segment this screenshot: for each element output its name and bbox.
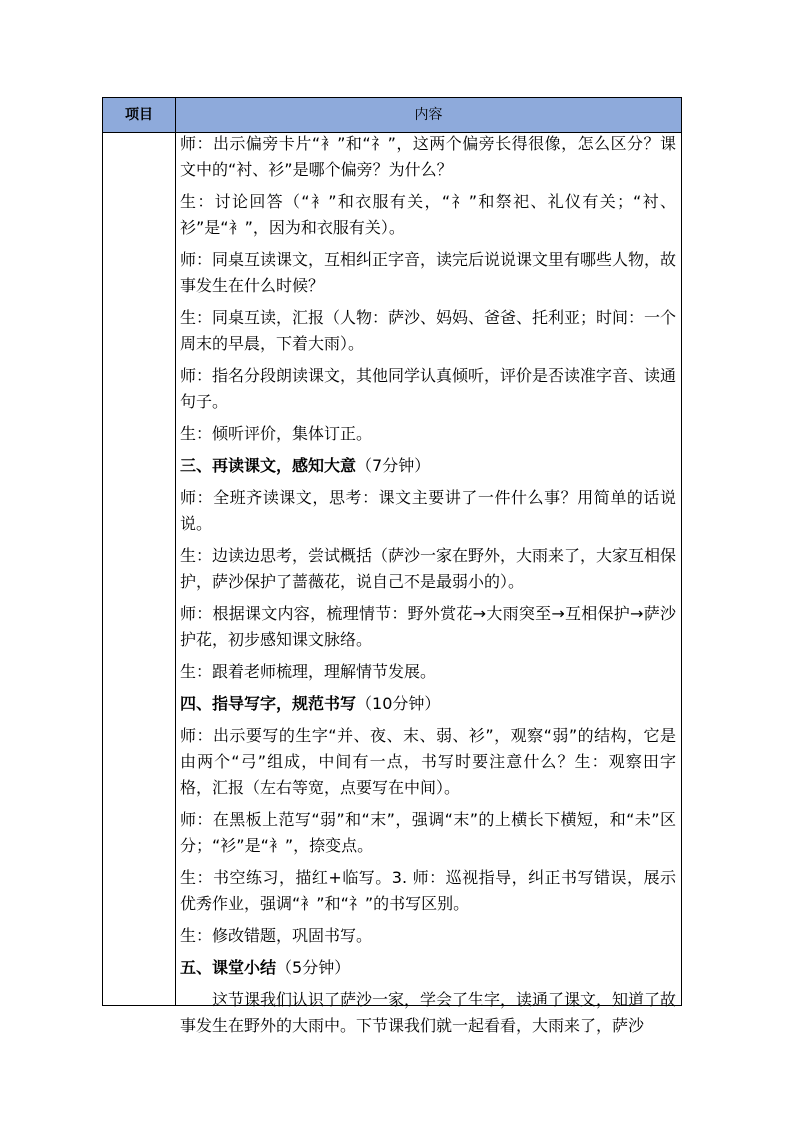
paragraph: 生：讨论回答（“衤”和衣服有关，“礻”和祭祀、礼仪有关；“衬、衫”是“衤”，因为和衣服有关）。 xyxy=(180,192,676,237)
paragraph: 生：倾听评价，集体订正。 xyxy=(180,424,373,443)
paragraph: 生：同桌互读，汇报（人物：萨沙、妈妈、爸爸、托利亚；时间：一个周末的早晨，下着大雨）。 xyxy=(180,308,677,353)
section-duration: （7分钟） xyxy=(356,456,431,475)
paragraph: 生：边读边思考，尝试概括（萨沙一家在野外，大雨来了，大家互相保护，萨沙保护了蔷薇花，说自己不是最弱小的）。 xyxy=(180,546,677,591)
section-heading xyxy=(180,955,676,981)
section-title: 四、指导写字，规范书写 xyxy=(180,694,357,713)
header-item: 项目 xyxy=(125,107,153,123)
column-divider xyxy=(175,98,176,1005)
paragraph: 师：同桌互读课文，互相纠正字音，读完后说说课文里有哪些人物，故事发生在什么时候？ xyxy=(180,250,677,295)
paragraph: 生：跟着老师梳理，理解情节发展。 xyxy=(180,662,437,681)
header-content: 内容 xyxy=(414,107,443,123)
paragraph: 生：书空练习，描红+临写。3. 师：巡视指导，纠正书写错误，展示优秀作业，强调“衤”和“礻”的书写区别。 xyxy=(180,868,676,913)
section-heading xyxy=(180,453,676,479)
section-heading xyxy=(180,691,676,717)
paragraph: 师：根据课文内容，梳理情节：野外赏花→大雨突至→互相保护→萨沙护花，初步感知课文脉络。 xyxy=(180,604,676,649)
section-title: 三、再读课文，感知大意 xyxy=(180,456,357,475)
paragraph: 师：出示要写的生字“并、夜、末、弱、衫”，观察“弱”的结构，它是由两个“弓”组成，中间有一点，书写时要注意什么？生：观察田字格，汇报（左右等宽，点要写在中间）。 xyxy=(180,726,676,797)
paragraph: 师：指名分段朗读课文，其他同学认真倾听，评价是否读准字音、读通句子。 xyxy=(180,366,677,411)
section-duration: （5分钟） xyxy=(276,958,351,977)
paragraph: 师：出示偏旁卡片“衤”和“礻”，这两个偏旁长得很像，怎么区分？课文中的“衬、衫”是哪个偏旁？为什么？ xyxy=(180,134,676,179)
section-duration: （10分钟） xyxy=(356,694,441,713)
content-cell xyxy=(180,131,677,1035)
paragraph: 生：修改错题，巩固书写。 xyxy=(180,926,373,945)
paragraph: 这节课我们认识了萨沙一家，学会了生字，读通了课文，知道了故事发生在野外的大雨中。下节课我们就一起看看，大雨来了，萨沙 xyxy=(180,990,677,1035)
paragraph: 师：全班齐读课文，思考：课文主要讲了一件什么事？用简单的话说说。 xyxy=(180,488,676,533)
table-header-row xyxy=(103,98,681,133)
paragraph: 师：在黑板上范写“弱”和“末”，强调“末”的上横长下横短，和“未”区分；“衫”是“衤”，捺变点。 xyxy=(180,810,676,855)
section-title: 五、课堂小结 xyxy=(180,958,277,977)
